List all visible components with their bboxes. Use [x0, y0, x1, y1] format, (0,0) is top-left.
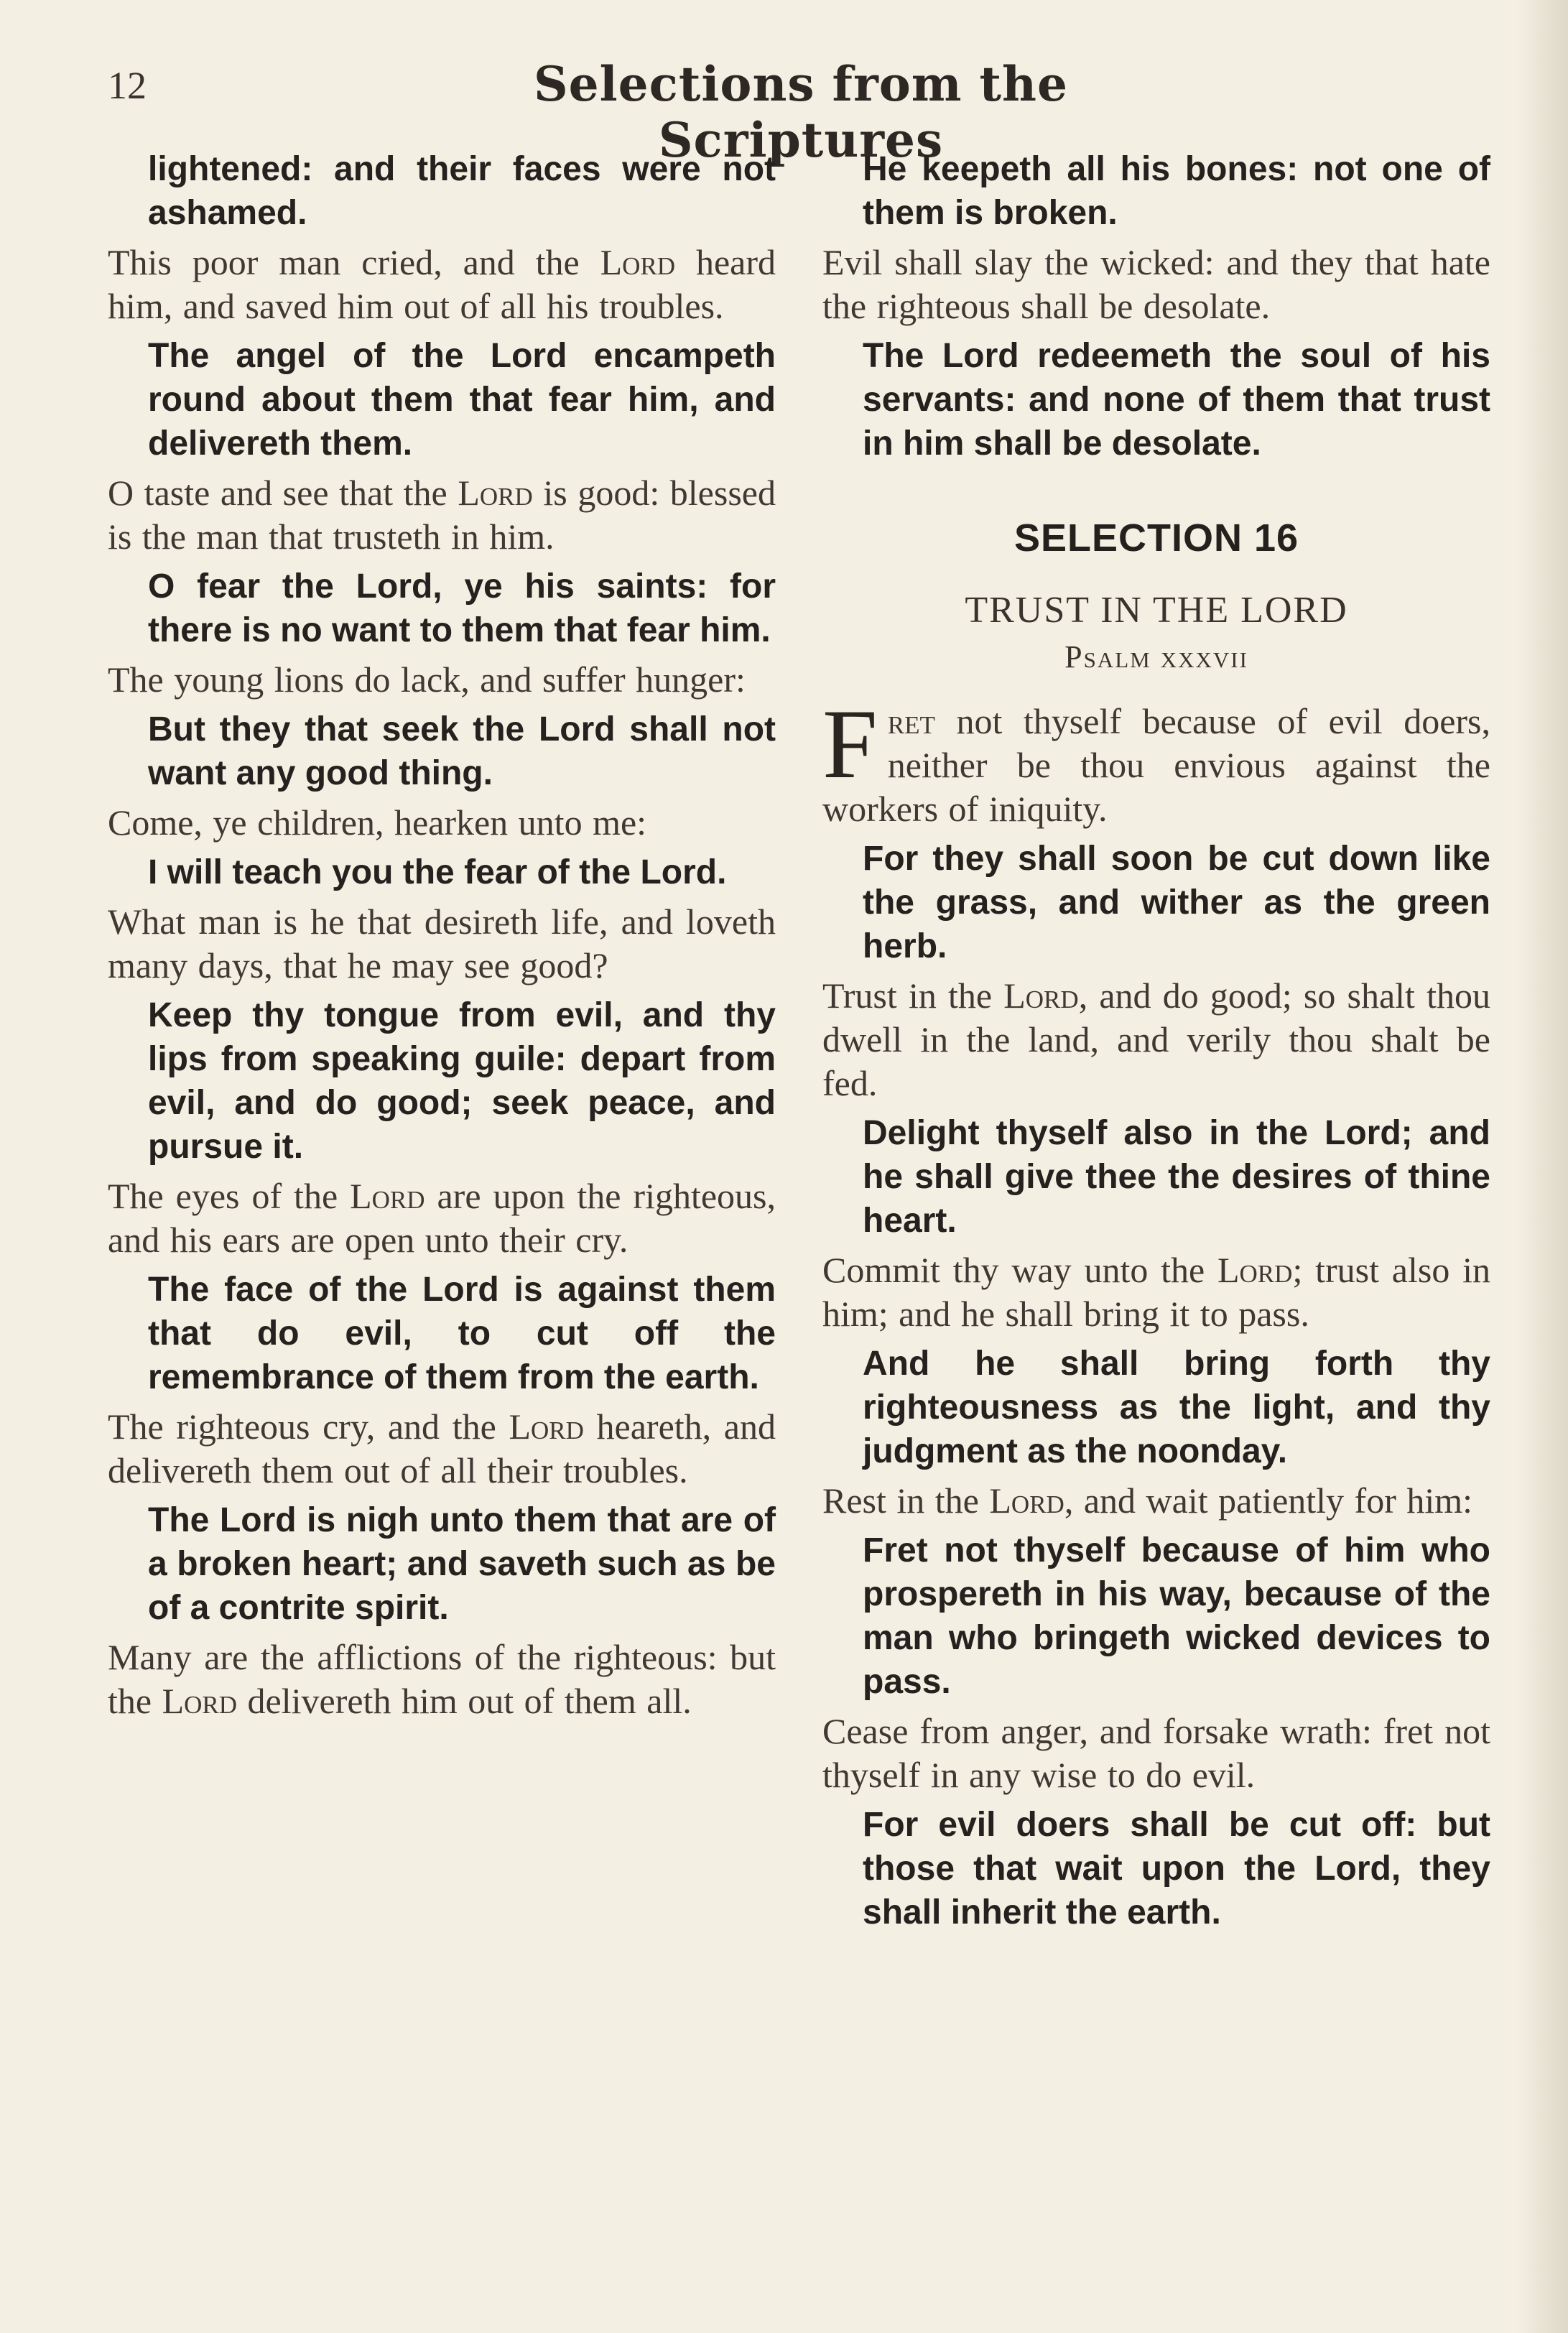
- verse-text: , and do good; so shalt thou dwell in the land, and verily thou shalt be fed.: [822, 975, 1490, 1103]
- drop-cap: F: [822, 689, 878, 799]
- reader-verse: [822, 1248, 1490, 1336]
- divine-name: Lord: [1003, 975, 1079, 1016]
- verse-text: is good: blessed is the man that trusteth in him.: [108, 473, 776, 557]
- verse-text: Trust in the: [822, 975, 1004, 1016]
- divine-name: Lord: [162, 1681, 238, 1721]
- response-verse: The face of the Lord is against them that do evil, to cut off the remembrance of them from the earth.: [148, 1271, 776, 1396]
- response-verse: He keepeth all his bones: not one of them is broken.: [863, 150, 1490, 232]
- verse-text: delivereth him out of them all.: [237, 1681, 692, 1721]
- reader-verse: Cease from anger, and forsake wrath: fret not thyself in any wise to do evil.: [822, 1711, 1490, 1795]
- verse-text: heareth, and delivereth them out of all their troubles.: [108, 1406, 776, 1490]
- response-verse: The Lord is nigh unto them that are of a broken heart; and saveth such as be of a contrite spirit.: [148, 1501, 776, 1627]
- response-verse: For they shall soon be cut down like the grass, and wither as the green herb.: [863, 840, 1490, 965]
- divine-name: Lord: [600, 242, 676, 282]
- opening-word: ret: [887, 701, 935, 741]
- response-verse: The Lord redeemeth the soul of his servants: and none of them that trust in him shall be desolate.: [863, 337, 1490, 463]
- divine-name: Lord: [509, 1406, 584, 1447]
- response-verse: For evil doers shall be cut off: but those that wait upon the Lord, they shall inherit the earth.: [863, 1806, 1490, 1931]
- divine-name: Lord: [350, 1176, 425, 1216]
- divine-name: Lord: [989, 1480, 1064, 1521]
- page-header: [0, 0, 1568, 168]
- verse-text: , and wait patiently for him:: [1064, 1480, 1473, 1521]
- reader-verse: [108, 471, 776, 559]
- reader-verse: [822, 1479, 1490, 1523]
- verse-text: Rest in the: [822, 1480, 990, 1521]
- verse-text: are upon the righteous, and his ears are open unto their cry.: [108, 1176, 776, 1260]
- verse-text: O taste and see that the: [108, 473, 458, 513]
- reader-verse: [108, 241, 776, 328]
- response-verse: But they that seek the Lord shall not want any good thing.: [148, 710, 776, 792]
- reader-verse: Evil shall slay the wicked: and they that hate the righteous shall be desolate.: [822, 242, 1490, 326]
- right-column: [822, 147, 1490, 1940]
- reader-verse: [108, 1636, 776, 1723]
- selection-heading: SELECTION 16: [1013, 516, 1299, 560]
- running-title: Selections from the Scriptures: [533, 56, 1069, 168]
- reader-verse: [108, 1405, 776, 1493]
- response-verse: Keep thy tongue from evil, and thy lips from speaking guile: depart from evil, and do good; seek peace, and pursue it.: [148, 996, 776, 1166]
- verse-text: The eyes of the: [108, 1176, 351, 1216]
- verse-text: Many are the afflictions of the righteous: but the: [108, 1637, 776, 1721]
- verse-text: not thyself because of evil doers, neither be thou envious against the workers of iniquity.: [822, 701, 1490, 829]
- reader-verse: [108, 1174, 776, 1262]
- response-verse: I will teach you the fear of the Lord.: [148, 853, 727, 891]
- reader-verse: Come, ye children, hearken unto me:: [108, 802, 647, 843]
- opening-verse: [822, 689, 1490, 831]
- verse-text: This poor man cried, and the: [108, 242, 600, 282]
- verse-text: ; trust also in him; and he shall bring it to pass.: [822, 1250, 1490, 1334]
- response-verse: And he shall bring forth thy righteousness as the light, and thy judgment as the noonday.: [863, 1345, 1490, 1470]
- page-edge-shadow: [1518, 0, 1568, 2333]
- response-verse: Fret not thyself because of him who prospereth in his way, because of the man who bringeth wicked devices to pass.: [863, 1531, 1490, 1701]
- reader-verse: The young lions do lack, and suffer hunger:: [108, 659, 746, 700]
- response-verse: O fear the Lord, ye his saints: for there is no want to them that fear him.: [148, 567, 776, 649]
- response-verse: Delight thyself also in the Lord; and he shall give thee the desires of thine heart.: [863, 1114, 1490, 1240]
- page-number: 12: [108, 64, 147, 107]
- response-verse: The angel of the Lord encampeth round about them that fear him, and delivereth them.: [148, 337, 776, 463]
- selection-subtitle: Psalm xxxvii: [1064, 639, 1248, 674]
- reader-verse: What man is he that desireth life, and loveth many days, that he may see good?: [108, 901, 776, 985]
- response-verse: lightened: and their faces were not ashamed.: [148, 150, 776, 232]
- verse-text: heard him, and saved him out of all his troubles.: [108, 242, 776, 326]
- left-column: [108, 147, 776, 1729]
- divine-name: Lord: [458, 473, 533, 513]
- divine-name: Lord: [1217, 1250, 1293, 1290]
- selection-title: TRUST IN THE LORD: [965, 590, 1348, 631]
- reader-verse: [822, 974, 1490, 1105]
- verse-text: The righteous cry, and the: [108, 1406, 509, 1447]
- verse-text: Commit thy way unto the: [822, 1250, 1217, 1290]
